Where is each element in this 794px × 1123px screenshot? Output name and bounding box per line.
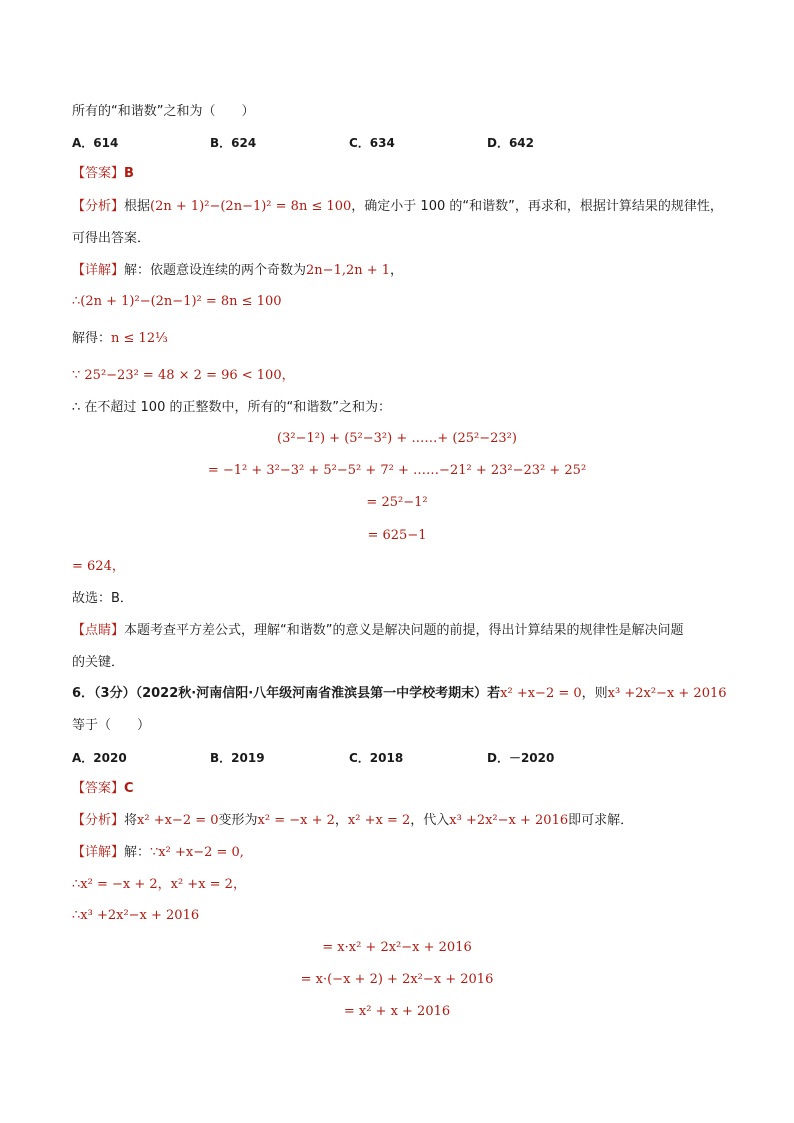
answer-tag: 【答案】 bbox=[72, 781, 125, 796]
q6-answer bbox=[72, 780, 134, 798]
detail-formula: n ≤ 12⅓ bbox=[111, 331, 168, 346]
analysis-text: 根据 bbox=[124, 199, 151, 214]
analysis-text: 即可求解． bbox=[568, 813, 634, 828]
q6-detail-line-3: ∴x³ +2x²−x + 2016 bbox=[72, 908, 200, 923]
q5-equation-2: = −1² + 3²−3² + 5²−5² + 7² + ……−21² + 23²−23² + 25² bbox=[207, 463, 587, 478]
q5-detail-line-1 bbox=[72, 262, 403, 280]
q5-equation-3: = 25²−1² bbox=[366, 495, 428, 510]
detail-tag: 【详解】 bbox=[72, 845, 125, 860]
q6-equation-2: = x·(−x + 2) + 2x²−x + 2016 bbox=[300, 972, 494, 987]
detail-formula: ∵x² +x−2 = 0, bbox=[150, 845, 244, 860]
q5-equation-1: (3²−1²) + (5²−3²) + ……+ (25²−23²) bbox=[277, 431, 517, 446]
q6-equation-3: = x² + x + 2016 bbox=[343, 1004, 451, 1019]
q5-detail-line-3 bbox=[72, 330, 168, 348]
q5-analysis-line-2: 可得出答案． bbox=[72, 231, 151, 246]
q5-option-b: B．624 bbox=[210, 136, 257, 150]
q6-detail-line-1 bbox=[72, 844, 244, 862]
q6-option-b: B．2019 bbox=[210, 751, 265, 765]
comment-text: 本题考查平方差公式，理解“和谐数”的意义是解决问题的前提，得出计算结果的规律性是解决问题 bbox=[124, 623, 684, 638]
analysis-formula: (2n + 1)²−(2n−1)² = 8n ≤ 100 bbox=[150, 199, 352, 214]
analysis-formula: x² +x−2 = 0 bbox=[137, 813, 219, 828]
q5-analysis-line-1 bbox=[72, 198, 723, 216]
question-6-stem-2: 等于（ ） bbox=[72, 718, 151, 733]
analysis-text: 将 bbox=[124, 813, 138, 828]
analysis-tag: 【分析】 bbox=[72, 813, 125, 828]
analysis-tag: 【分析】 bbox=[72, 199, 125, 214]
q6-stem-formula-2: x³ +2x²−x + 2016 bbox=[607, 686, 727, 701]
q5-comment-line-2: 的关键． bbox=[72, 655, 125, 670]
detail-text: ， bbox=[390, 263, 404, 278]
analysis-formula: x² +x = 2 bbox=[347, 813, 411, 828]
q6-stem-formula-1: x² +x−2 = 0 bbox=[500, 686, 582, 701]
q5-answer bbox=[72, 165, 134, 183]
q5-equation-5: = 624， bbox=[72, 559, 125, 574]
q5-equation-4: = 625−1 bbox=[367, 528, 427, 543]
answer-value: B bbox=[124, 166, 134, 181]
q6-option-a: A．2020 bbox=[72, 751, 127, 765]
q6-option-d: D．－2020 bbox=[487, 751, 555, 765]
q5-option-a: A．614 bbox=[72, 136, 119, 150]
q5-choose: 故选：B． bbox=[72, 591, 133, 606]
analysis-formula: x² = −x + 2 bbox=[257, 813, 335, 828]
analysis-formula: x³ +2x²−x + 2016 bbox=[449, 813, 569, 828]
q5-option-d: D．642 bbox=[487, 136, 535, 150]
q6-equation-1: = x·x² + 2x²−x + 2016 bbox=[322, 940, 472, 955]
analysis-text: ， bbox=[334, 813, 348, 828]
analysis-text: ，代入 bbox=[410, 813, 450, 828]
detail-formula: 2n−1,2n + 1 bbox=[306, 263, 391, 278]
analysis-text: 变形为 bbox=[218, 813, 258, 828]
detail-text: 解： bbox=[124, 845, 151, 860]
answer-tag: 【答案】 bbox=[72, 166, 125, 181]
q6-stem-text: 6．（3分）（2022秋·河南信阳·八年级河南省淮滨县第一中学校考期末）若 bbox=[72, 686, 501, 701]
q5-detail-line-5: ∴ 在不超过 100 的正整数中，所有的“和谐数”之和为： bbox=[72, 400, 391, 415]
q5-detail-line-4: ∵ 25²−23² = 48 × 2 = 96 < 100， bbox=[72, 368, 295, 383]
detail-text: 解得： bbox=[72, 331, 112, 346]
q6-analysis bbox=[72, 812, 633, 830]
detail-text: 解：依题意设连续的两个奇数为 bbox=[124, 263, 307, 278]
question-6-stem bbox=[72, 685, 727, 703]
q5-detail-line-2: ∴(2n + 1)²−(2n−1)² = 8n ≤ 100 bbox=[72, 294, 282, 309]
answer-value: C bbox=[124, 781, 134, 796]
q6-stem-text: ，则 bbox=[581, 686, 608, 701]
q5-comment-line-1 bbox=[72, 622, 684, 640]
q6-detail-line-2: ∴x² = −x + 2，x² +x = 2， bbox=[72, 877, 246, 892]
analysis-text: ，确定小于 100 的“和谐数”，再求和，根据计算结果的规律性， bbox=[351, 199, 723, 214]
detail-tag: 【详解】 bbox=[72, 263, 125, 278]
q6-option-c: C．2018 bbox=[349, 751, 404, 765]
q5-option-c: C．634 bbox=[349, 136, 395, 150]
question-5-stem-tail: 所有的“和谐数”之和为（ ） bbox=[72, 104, 255, 119]
comment-tag: 【点睛】 bbox=[72, 623, 125, 638]
